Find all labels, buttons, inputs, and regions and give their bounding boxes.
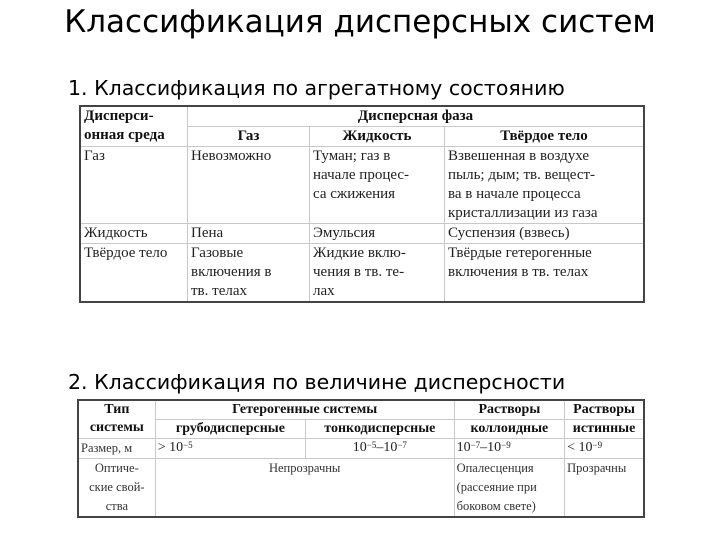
cell-line: са сжижения	[313, 186, 396, 202]
phase-header: Дисперсная фаза	[188, 106, 645, 127]
row-header-cell: Твёрдое тело	[80, 244, 188, 303]
cell-line: тв. телах	[191, 283, 247, 299]
size-value-exponent: −9	[501, 440, 511, 450]
colloid-solutions-header: Растворы	[454, 400, 565, 420]
row-header-cell: Жидкость	[80, 224, 188, 244]
cell-line: включения в	[191, 264, 272, 280]
cell-line: чения в тв. те-	[313, 264, 405, 280]
table-row	[78, 439, 644, 459]
table-cell	[445, 147, 645, 224]
section-heading-dispersity: 2. Классификация по величине дисперсности	[68, 370, 566, 394]
cell-line: Взвешенная в воздухе	[448, 148, 590, 164]
cell-line: Опалесценция	[456, 461, 534, 475]
cell-line: (рассеяние при	[456, 480, 537, 494]
corner-header-line: Тип	[104, 402, 130, 417]
cell-line: пыль; дым; тв. вещест-	[448, 167, 596, 183]
true-solutions-header: Растворы	[565, 400, 644, 420]
table-row	[78, 459, 644, 518]
cell-line: ские свой-	[89, 480, 145, 494]
cell-line: боковом свете)	[456, 499, 536, 513]
cell-line: кристаллизации из газа	[448, 205, 598, 221]
cell-line: ва в начале процесса	[448, 186, 581, 202]
corner-header-cell	[78, 400, 155, 439]
table-row	[80, 224, 644, 244]
size-value-base: 10	[456, 440, 471, 455]
row-header-cell: Газ	[80, 147, 188, 224]
optical-colloid-cell	[454, 459, 565, 518]
cell-line: Газовые	[191, 245, 244, 261]
subheader-true: истинные	[565, 420, 644, 439]
table-cell	[310, 224, 445, 244]
hetero-header: Гетерогенные системы	[155, 400, 454, 420]
cell-line: начале процес-	[313, 167, 410, 183]
table-cell	[310, 244, 445, 303]
size-value-base: 10	[352, 440, 367, 455]
size-true-cell	[565, 439, 644, 459]
table-row	[80, 147, 644, 224]
corner-header-line: системы	[89, 420, 144, 435]
cell-line: Оптиче-	[94, 461, 139, 475]
cell-line: Суспензия (взвесь)	[448, 225, 570, 241]
size-value-base: –10	[480, 440, 502, 455]
subheader-fine: тонкодисперсные	[306, 420, 454, 439]
table-cell	[445, 224, 645, 244]
cell-line: Твёрдые гетерогенные	[448, 245, 592, 261]
column-header-liquid: Жидкость	[310, 127, 445, 147]
size-coarse-cell	[155, 439, 305, 459]
table-cell	[188, 224, 310, 244]
row-header-optical	[78, 459, 155, 518]
subheader-coarse: грубодисперсные	[155, 420, 305, 439]
size-value-base: –10	[376, 440, 398, 455]
size-value-exponent: −5	[183, 440, 193, 450]
table-cell	[310, 147, 445, 224]
size-value-exponent: −7	[397, 440, 407, 450]
size-value-exponent: −5	[366, 440, 377, 450]
cell-line: Невозможно	[191, 148, 272, 164]
column-header-solid: Твёрдое тело	[445, 127, 645, 147]
aggregate-state-table	[79, 105, 645, 303]
table-row	[80, 244, 644, 303]
dispersity-table	[77, 399, 645, 518]
size-fine-cell	[306, 439, 454, 459]
size-colloid-cell	[454, 439, 565, 459]
size-value-base: < 10	[567, 440, 593, 455]
table-cell	[445, 244, 645, 303]
corner-header-cell	[80, 106, 188, 147]
section-heading-aggregate-state: 1. Классификация по агрегатному состоянию	[68, 76, 565, 100]
column-header-gas: Газ	[188, 127, 310, 147]
cell-line: лах	[313, 283, 335, 299]
cell-line: Туман; газ в	[313, 148, 391, 164]
table-cell	[188, 244, 310, 303]
row-header-size: Размер, м	[78, 439, 155, 459]
size-value-exponent: −7	[470, 440, 481, 450]
optical-hetero-cell: Непрозрачны	[155, 459, 454, 518]
size-value-base: > 10	[157, 440, 184, 455]
cell-line: включения в тв. телах	[448, 264, 589, 280]
cell-line: Пена	[191, 225, 224, 241]
corner-header-line: онная среда	[84, 127, 165, 143]
cell-line: Эмульсия	[313, 225, 376, 241]
corner-header-line: Дисперси-	[84, 108, 154, 124]
cell-line: ства	[105, 499, 128, 513]
optical-true-cell: Прозрачны	[565, 459, 644, 518]
cell-line: Жидкие вклю-	[313, 245, 406, 261]
page-title: Классификация дисперсных систем	[64, 4, 656, 40]
subheader-colloid: коллоидные	[454, 420, 565, 439]
size-value-exponent: −9	[592, 440, 603, 450]
table-cell	[188, 147, 310, 224]
